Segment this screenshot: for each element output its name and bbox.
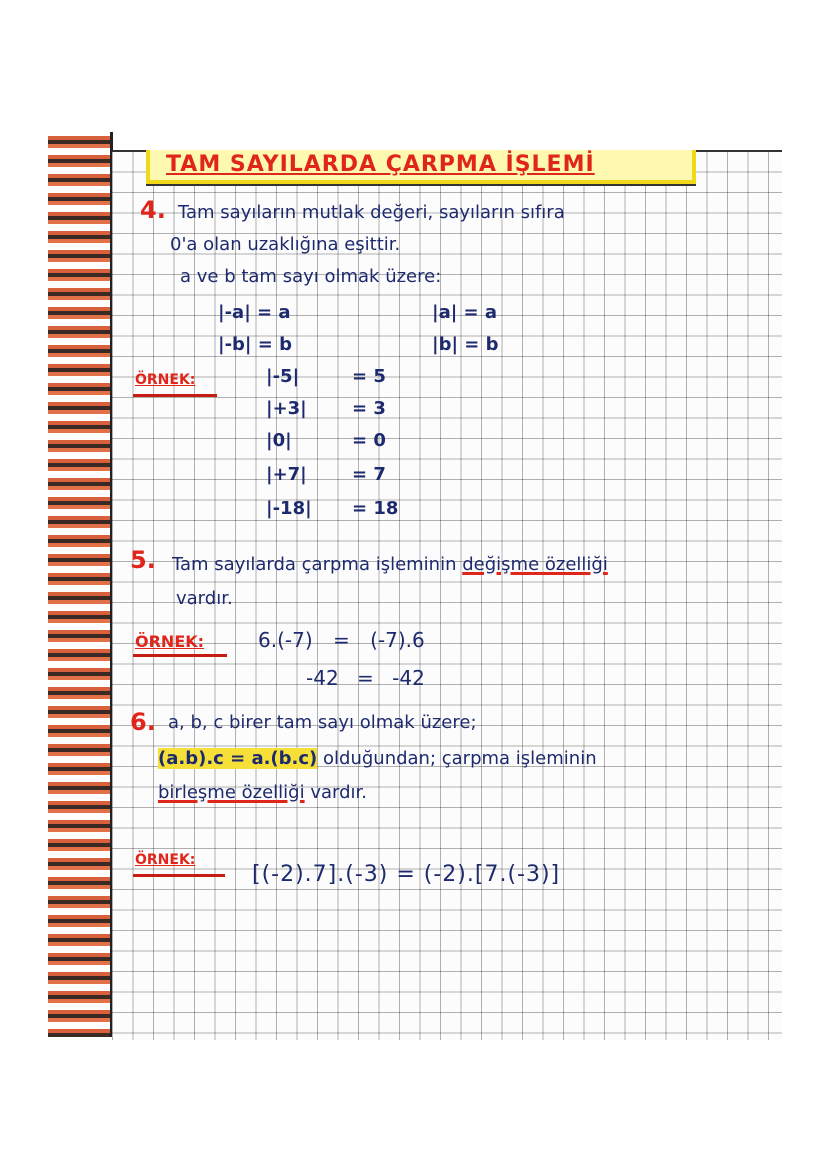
section-4-line-1: Tam sayıların mutlak değeri, sayıların sıfıra xyxy=(178,202,565,223)
example-expr-1: |-5| xyxy=(266,366,300,387)
example-val-3: = 0 xyxy=(352,430,386,451)
abs-rule-right-1: |a| = a xyxy=(432,302,498,323)
example-expr-3: |0| xyxy=(266,430,292,451)
section-5-line-1 xyxy=(172,554,608,575)
example-expr-2: |+3| xyxy=(266,398,307,419)
section-5-emphasis: değişme özelliği xyxy=(462,554,608,575)
example-val-1: = 5 xyxy=(352,366,386,387)
page-title: TAM SAYILARDA ÇARPMA İŞLEMİ xyxy=(166,152,595,177)
notebook-spiral-binding xyxy=(48,132,113,1037)
section-5-example-underline xyxy=(133,654,227,657)
section-6-example-underline xyxy=(133,874,225,877)
section-6-emphasis: birleşme özelliği xyxy=(158,782,305,803)
example-val-4: = 7 xyxy=(352,464,386,485)
abs-rule-left-2: |-b| = b xyxy=(218,334,293,355)
section-5-text: Tam sayılarda çarpma işleminin xyxy=(172,554,457,575)
example-expr-4: |+7| xyxy=(266,464,307,485)
section-6-line-2-rest: olduğundan; çarpma işleminin xyxy=(323,748,597,769)
section-5-example-line-2: -42 = -42 xyxy=(306,666,425,690)
example-expr-5: |-18| xyxy=(266,498,312,519)
section-4-line-3: a ve b tam sayı olmak üzere: xyxy=(180,266,442,287)
example-val-2: = 3 xyxy=(352,398,386,419)
section-4-example-underline xyxy=(133,394,217,397)
example-val-5: = 18 xyxy=(352,498,399,519)
abs-rule-right-2: |b| = b xyxy=(432,334,499,355)
section-6-number: 6. xyxy=(130,708,156,736)
section-6-line-3 xyxy=(158,782,367,803)
section-6-line-2 xyxy=(158,748,597,769)
section-5-example-label: ÖRNEK: xyxy=(135,632,205,651)
associative-formula: (a.b).c = a.(b.c) xyxy=(158,748,318,769)
section-4-number: 4. xyxy=(140,196,166,224)
section-4-example-label: ÖRNEK: xyxy=(135,372,196,388)
section-6-example-expression: [(-2).7].(-3) = (-2).[7.(-3)] xyxy=(252,862,561,887)
section-5-example-line-1: 6.(-7) = (-7).6 xyxy=(258,628,425,652)
section-5-number: 5. xyxy=(130,546,156,574)
section-6-line-3-rest: vardır. xyxy=(310,782,367,803)
section-6-example-label: ÖRNEK: xyxy=(135,852,196,868)
abs-rule-left-1: |-a| = a xyxy=(218,302,291,323)
section-5-line-2: vardır. xyxy=(176,588,233,609)
section-6-line-1: a, b, c birer tam sayı olmak üzere; xyxy=(168,712,477,733)
section-4-line-2: 0'a olan uzaklığına eşittir. xyxy=(170,234,401,255)
